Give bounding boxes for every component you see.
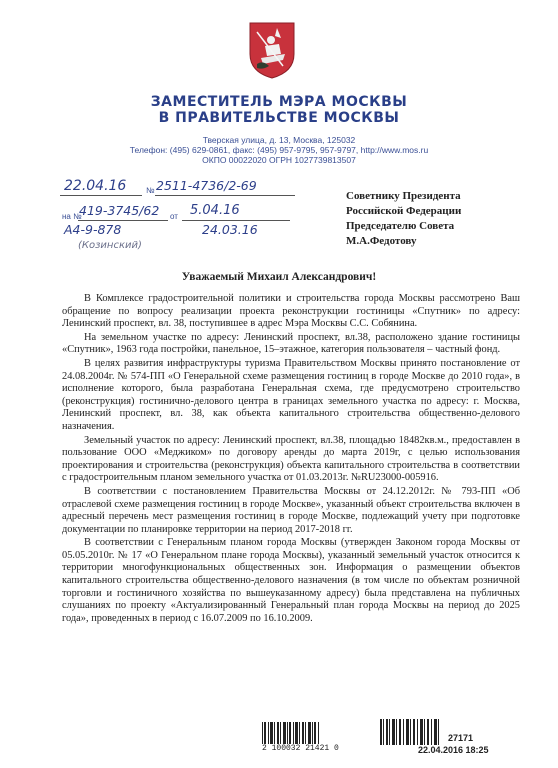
reference-number: 419-3745/62 — [79, 203, 160, 218]
recipient-name: М.А.Федотову — [346, 235, 417, 247]
body-paragraph: В соответствии с постановлением Правительства Москвы от 24.12.2012г. № 793-ПП «Об отраслевой схеме размещения гостиниц в городе Москве», указанный объект строительства включен в адресный перечень мест размещения гостиниц в городе Москве, подлежащий учету при подготовке документации по планировке территории на период 2017-2018 гг. — [62, 485, 520, 535]
organization-title-line2: В ПРАВИТЕЛЬСТВЕ МОСКВЫ — [158, 110, 400, 126]
recipient-line: Российской Федерации — [346, 205, 462, 217]
divider — [182, 220, 290, 221]
organization-contacts: Телефон: (495) 629-0861, факс: (495) 957-9795, 957-9797, http://www.mos.ru — [129, 145, 429, 155]
barcode-icon — [262, 722, 320, 744]
divider — [78, 220, 168, 221]
moscow-coat-of-arms-icon — [247, 20, 297, 80]
registration-number-prefix: № — [146, 186, 155, 195]
registration-date: 22.04.16 — [64, 178, 127, 194]
registration-barcode-icon — [380, 719, 440, 745]
organization-codes: ОКПО 00022020 ОГРН 1027739813507 — [202, 155, 356, 165]
recipient-block — [346, 189, 536, 249]
letter-body — [62, 293, 520, 626]
recipient-line: Советнику Президента — [346, 190, 461, 202]
body-paragraph: В соответствии с Генеральным планом города Москвы (утвержден Законом города Москвы от 05.05.2010г. № 17 «О Генеральном плане города Москвы), указанный земельный участок относится к территории многофункциональных общественных зон. Информация о размещении объектов капитального строительства общественно-делового назначения (в том числе по объектам розничной торговли и гостиничного хозяйства по вышеуказанному адресу) была представлена на публичных слушаниях по проекту «Актуализированный Генеральный план города Москвы на период до 2025 года», проведенных в период с 16.07.2009 по 16.10.2009. — [62, 537, 520, 624]
reference-number-prefix: на № — [62, 212, 82, 221]
greeting: Уважаемый Михаил Александрович! — [181, 271, 377, 283]
registration-number: 2511-4736/2-69 — [156, 178, 257, 193]
incoming-stamp-number: 27171 — [448, 733, 474, 743]
handwritten-note: (Козинский) — [78, 240, 142, 251]
reference-date: 5.04.16 — [190, 203, 240, 218]
divider — [60, 195, 142, 196]
recipient-line: Председателю Совета — [346, 220, 455, 232]
extra-registration-number: А4-9-878 — [64, 222, 122, 237]
divider — [155, 195, 295, 196]
body-paragraph: Земельный участок по адресу: Ленинский проспект, вл.38, площадью 18482кв.м., предоставлен в пользование ООО «Меджиком» по договору аренды до марта 2019г, с целью использования проектирования и строительства (реконструкция) объекта капитального строительства в соответствии с градостроительным планом земельного участка от 01.03.2013г. №RU23000-005916. — [62, 434, 520, 484]
barcode-number: 2 100032 21421 0 — [262, 744, 339, 753]
incoming-stamp-datetime: 22.04.2016 18:25 — [418, 745, 489, 755]
body-paragraph: На земельном участке по адресу: Ленинский проспект, вл.38, расположено здание гостиницы «Спутник», 1963 года постройки, панельное, 15–этажное, категория пользователя – частный фонд. — [62, 331, 520, 356]
reference-from-label: от — [170, 212, 178, 221]
body-paragraph: В целях развития инфраструктуры туризма Правительством Москвы принято постановление от 24.08.2004г. № 574-ПП «О Генеральной схеме размещения гостиниц в городе Москве до 2010 года», в исполнение которого, была разработана Генеральная схема, где предусмотрено строительство (реконструкция) гостинично-делового центра в границах земельного участка по адресу: г. Москва, Ленинский проспект, вл. 38, как объекта капитального строительства общественно-делового назначения. — [62, 357, 520, 432]
organization-title-line1: ЗАМЕСТИТЕЛЬ МЭРА МОСКВЫ — [150, 94, 408, 110]
extra-registration-date: 24.03.16 — [202, 222, 258, 237]
organization-address: Тверская улица, д. 13, Москва, 125032 — [202, 135, 356, 145]
body-paragraph: В Комплексе градостроительной политики и строительства города Москвы рассмотрено Ваш обращение по вопросу реализации проекта реконструкции гостиницы «Спутник» по адресу: Ленинский проспект, вл. 38, поступившее в адрес Мэра Москвы С.С. Собянина. — [62, 293, 520, 330]
